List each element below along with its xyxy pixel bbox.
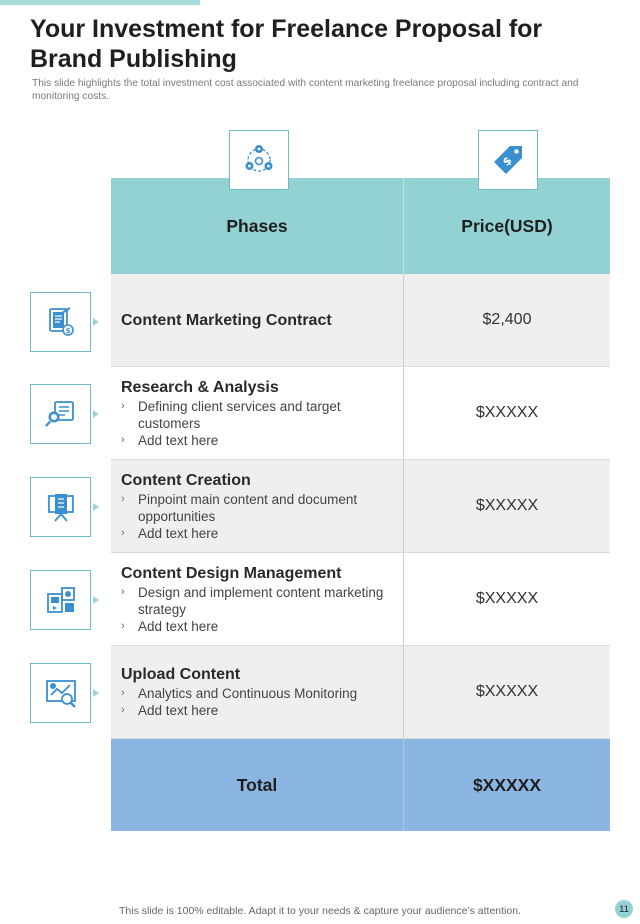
header-phases: Phases [111,178,404,274]
chevron-right-icon: › [121,704,125,716]
analytics-monitor-icon [30,663,91,723]
svg-text:$: $ [500,154,515,169]
chevron-right-icon: › [121,399,125,412]
table-row [111,553,610,646]
arrow-right-icon [93,410,99,418]
svg-text:$: $ [65,327,70,335]
bullet-item: › Defining client services and target customers [121,398,341,431]
price-cell: $XXXXX [475,497,539,514]
total-row [111,739,610,831]
phase-title: Upload Content [121,666,241,683]
bullet-item: › Add text here [121,432,219,448]
phase-title: Content Design Management [121,564,342,582]
bullet-list [121,398,395,449]
chevron-right-icon: › [121,526,125,539]
table-row [111,460,610,553]
phase-cell [111,646,404,738]
investment-table [111,178,610,831]
arrow-right-icon [93,503,99,511]
chevron-right-icon: › [121,433,125,446]
table-row [111,367,610,460]
bullet-list [121,685,395,719]
phase-title: Content Creation [121,471,251,489]
page-subtitle: This slide highlights the total investment cost associated with content marketing freelance proposal including contract and monitoring costs. [32,78,579,102]
page-number-badge: 11 [615,900,633,918]
network-nodes-icon [229,130,289,190]
bullet-list [121,491,395,542]
total-label: Total [111,739,404,831]
arrow-right-icon [93,689,99,697]
phase-cell [111,553,404,645]
footer-text: This slide is 100% editable. Adapt it to your needs & capture your audience’s attention. [119,905,521,917]
phase-title: Research & Analysis [121,378,279,396]
phase-cell [111,274,404,366]
phase-title: Content Marketing Contract [121,311,332,329]
chevron-right-icon: › [121,687,125,699]
design-tools-icon [30,570,91,630]
bullet-item: › Analytics and Continuous Monitoring [121,686,358,701]
price-cell: $2,400 [482,311,532,328]
chevron-right-icon: › [121,585,125,598]
presentation-board-icon [30,477,91,537]
price-cell: $XXXXX [475,404,539,421]
table-row [111,274,610,367]
phase-cell [111,367,404,459]
arrow-right-icon [93,318,99,326]
bullet-list [121,584,395,635]
price-cell: $XXXXX [475,590,539,607]
bullet-item: › Add text here [121,703,219,718]
phase-cell [111,460,404,552]
page-title: Your Investment for Freelance Proposal for Brand Publishing [30,15,543,73]
chevron-right-icon: › [121,492,125,505]
table-header-row [111,178,610,274]
chevron-right-icon: › [121,619,125,632]
price-tag-icon [478,130,538,190]
bullet-item: › Add text here [121,525,219,541]
bullet-item: › Add text here [121,618,219,634]
price-cell: $XXXXX [475,683,539,700]
table-row [111,646,610,739]
header-price: Price(USD) [461,215,553,236]
research-magnifier-icon [30,384,91,444]
contract-document-icon [30,292,91,352]
arrow-right-icon [93,596,99,604]
bullet-item: › Pinpoint main content and document opportunities [121,491,358,524]
total-price: $XXXXX [472,774,542,795]
top-accent-bar [0,0,200,5]
bullet-item: › Design and implement content marketing strategy [121,584,384,617]
